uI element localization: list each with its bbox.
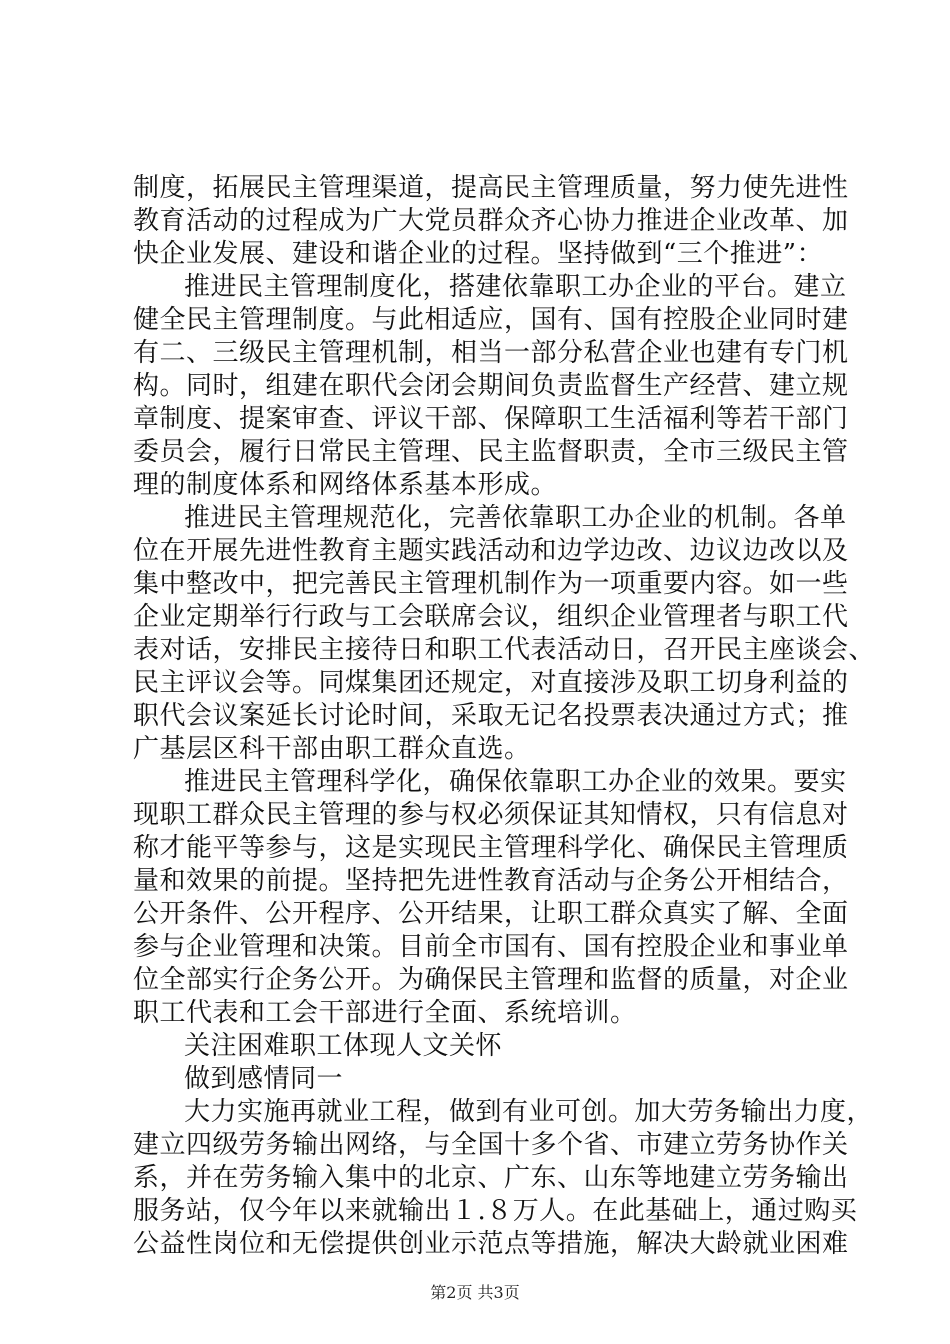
text-line: 有二、三级民主管理机制，相当一部分私营企业也建有专门机 xyxy=(133,338,849,368)
page-number-footer: 第2页 共3页 xyxy=(430,1283,520,1302)
text-line: 位在开展先进性教育主题实践活动和边学边改、边议边改以及 xyxy=(133,536,849,566)
text-line: 表对话，安排民主接待日和职工代表活动日，召开民主座谈会、 xyxy=(133,635,876,665)
text-line: 快企业发展、建设和谐企业的过程。坚持做到“三个推进”： xyxy=(133,239,824,269)
text-line: 公益性岗位和无偿提供创业示范点等措施，解决大龄就业困难 xyxy=(133,1229,849,1259)
text-line: 民主评议会等。同煤集团还规定，对直接涉及职工切身利益的 xyxy=(133,668,849,698)
text-line: 位全部实行企务公开。为确保民主管理和监督的质量，对企业 xyxy=(133,965,849,995)
text-line: 系，并在劳务输入集中的北京、广东、山东等地建立劳务输出 xyxy=(133,1163,849,1193)
paragraph-first-line: 推进民主管理制度化，搭建依靠职工办企业的平台。建立 xyxy=(184,272,847,302)
paragraph-first-line: 大力实施再就业工程，做到有业可创。加大劳务输出力度， xyxy=(184,1097,874,1127)
text-line: 称才能平等参与，这是实现民主管理科学化、确保民主管理质 xyxy=(133,833,849,863)
section-subheading: 做到感情同一 xyxy=(184,1064,344,1094)
text-line: 建立四级劳务输出网络，与全国十多个省、市建立劳务协作关 xyxy=(133,1130,849,1160)
section-heading: 关注困难职工体现人文关怀 xyxy=(184,1031,503,1061)
text-line: 企业定期举行行政与工会联席会议，组织企业管理者与职工代 xyxy=(133,602,849,632)
text-line: 服务站，仅今年以来就输出１.８万人。在此基础上，通过购买 xyxy=(133,1196,858,1226)
text-line: 量和效果的前提。坚持把先进性教育活动与企务公开相结合， xyxy=(133,866,849,896)
text-line: 章制度、提案审查、评议干部、保障职工生活福利等若干部门 xyxy=(133,404,849,434)
text-line: 参与企业管理和决策。目前全市国有、国有控股企业和事业单 xyxy=(133,932,849,962)
text-line: 委员会，履行日常民主管理、民主监督职责，全市三级民主管 xyxy=(133,437,849,467)
text-line: 健全民主管理制度。与此相适应，国有、国有控股企业同时建 xyxy=(133,305,849,335)
paragraph-first-line: 推进民主管理规范化，完善依靠职工办企业的机制。各单 xyxy=(184,503,847,533)
text-line: 公开条件、公开程序、公开结果，让职工群众真实了解、全面 xyxy=(133,899,849,929)
text-line: 教育活动的过程成为广大党员群众齐心协力推进企业改革、加 xyxy=(133,206,849,236)
text-line: 构。同时，组建在职代会闭会期间负责监督生产经营、建立规 xyxy=(133,371,849,401)
text-line: 集中整改中，把完善民主管理机制作为一项重要内容。如一些 xyxy=(133,569,849,599)
text-line: 制度，拓展民主管理渠道，提高民主管理质量，努力使先进性 xyxy=(133,173,849,203)
text-line: 职代会议案延长讨论时间，采取无记名投票表决通过方式；推 xyxy=(133,701,849,731)
text-line: 理的制度体系和网络体系基本形成。 xyxy=(133,470,558,500)
text-line: 现职工群众民主管理的参与权必须保证其知情权，只有信息对 xyxy=(133,800,849,830)
paragraph-first-line: 推进民主管理科学化，确保依靠职工办企业的效果。要实 xyxy=(184,767,847,797)
text-line: 职工代表和工会干部进行全面、系统培训。 xyxy=(133,998,637,1028)
text-line: 广基层区科干部由职工群众直选。 xyxy=(133,734,531,764)
